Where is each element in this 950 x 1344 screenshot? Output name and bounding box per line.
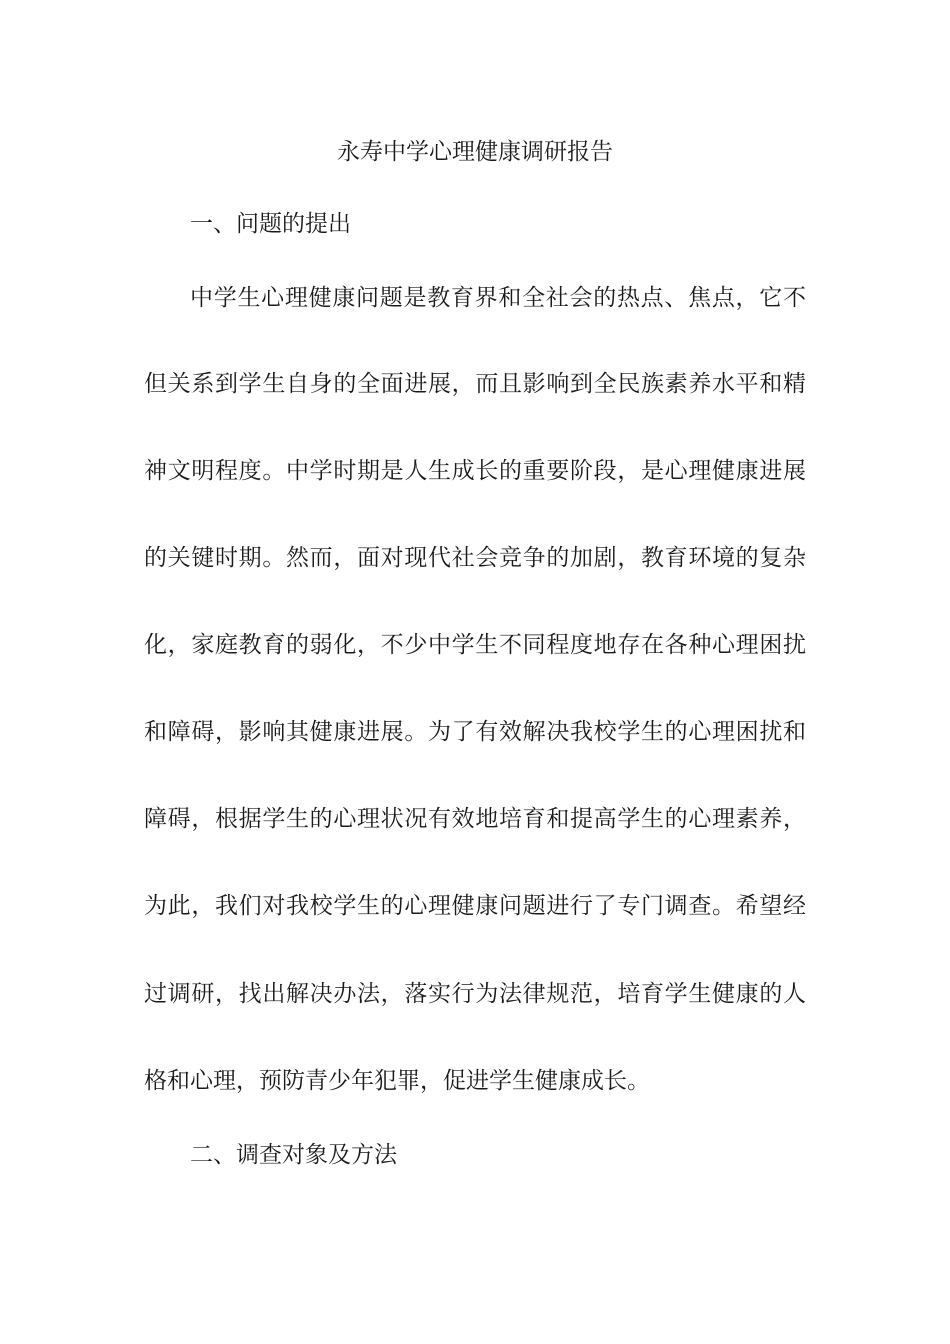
paragraph-line: 中学生心理健康问题是教育界和全社会的热点、焦点，它不 (190, 285, 806, 311)
paragraph-line: 但关系到学生自身的全面进展，而且影响到全民族素养水平和精 (144, 371, 806, 397)
paragraph-line: 神文明程度。中学时期是人生成长的重要阶段，是心理健康进展 (144, 458, 806, 484)
document-title: 永寿中学心理健康调研报告 (337, 139, 613, 165)
paragraph-line: 格和心理，预防青少年犯罪，促进学生健康成长。 (144, 1068, 650, 1094)
paragraph-line: 的关键时期。然而，面对现代社会竞争的加剧，教育环境的复杂 (144, 545, 806, 571)
paragraph-line: 障碍，根据学生的心理状况有效地培育和提高学生的心理素养， (144, 806, 806, 832)
section-heading-problem: 一、问题的提出 (190, 211, 351, 237)
paragraph-line: 化，家庭教育的弱化，不少中学生不同程度地存在各种心理困扰 (144, 632, 806, 658)
paragraph-line: 为此，我们对我校学生的心理健康问题进行了专门调查。希望经 (144, 893, 806, 919)
paragraph-line: 过调研，找出解决办法，落实行为法律规范，培育学生健康的人 (144, 981, 806, 1007)
paragraph-line: 和障碍，影响其健康进展。为了有效解决我校学生的心理困扰和 (144, 719, 806, 745)
section-heading-survey: 二、调查对象及方法 (190, 1142, 397, 1168)
